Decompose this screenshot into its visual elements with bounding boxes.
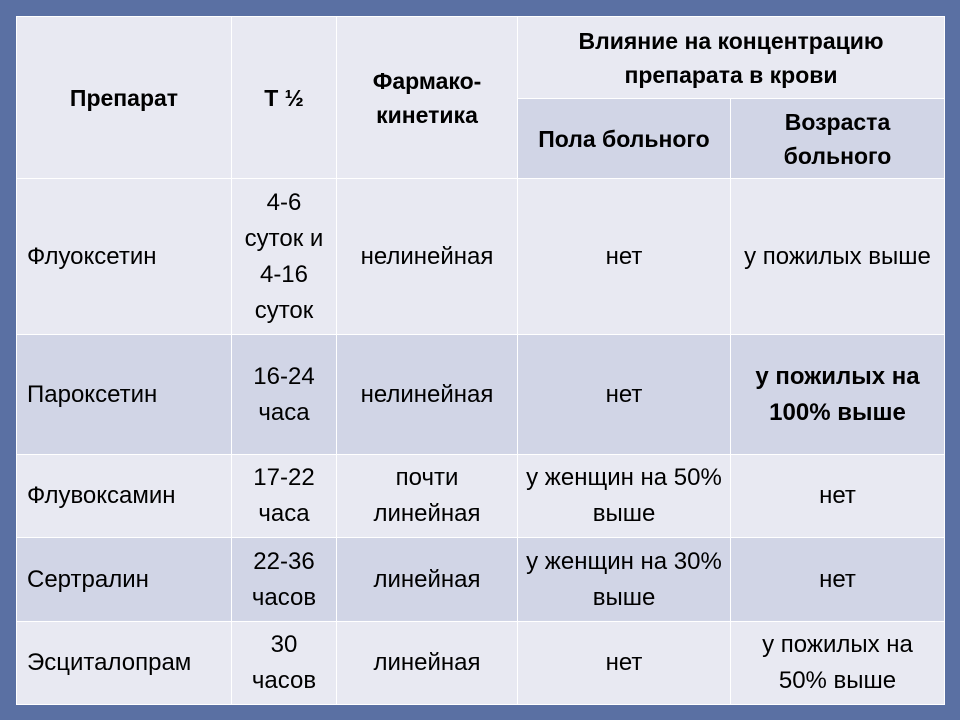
half-life: 16-24 часа [232, 335, 337, 455]
header-age: Возраста больного [731, 99, 945, 179]
age-influence: у пожилых выше [731, 179, 945, 335]
half-life: 4-6 суток и 4-16 суток [232, 179, 337, 335]
header-pharmacokinetics: Фармако-кинетика [337, 17, 518, 179]
sex-influence: нет [518, 335, 731, 455]
sex-influence: нет [518, 179, 731, 335]
sex-influence: у женщин на 30% выше [518, 538, 731, 622]
table-row [17, 179, 945, 335]
table-row [17, 622, 945, 705]
drug-name: Пароксетин [17, 335, 232, 455]
sex-influence: нет [518, 622, 731, 705]
pharmacokinetics: почти линейная [337, 455, 518, 538]
drug-name: Флуоксетин [17, 179, 232, 335]
drug-name: Эсциталопрам [17, 622, 232, 705]
half-life: 17-22 часа [232, 455, 337, 538]
age-influence: нет [731, 455, 945, 538]
pharmacokinetics: линейная [337, 538, 518, 622]
table-row [17, 455, 945, 538]
header-sex: Пола больного [518, 99, 731, 179]
pharmacokinetics: линейная [337, 622, 518, 705]
age-influence: у пожилых на 50% выше [731, 622, 945, 705]
drug-name: Флувоксамин [17, 455, 232, 538]
age-influence: нет [731, 538, 945, 622]
table-row [17, 538, 945, 622]
pharmacokinetics: нелинейная [337, 179, 518, 335]
half-life: 30 часов [232, 622, 337, 705]
slide [16, 16, 944, 704]
header-half-life: Т ½ [232, 17, 337, 179]
drug-name: Сертралин [17, 538, 232, 622]
half-life: 22-36 часов [232, 538, 337, 622]
header-influence: Влияние на концентрацию препарата в крови [518, 17, 945, 99]
drug-comparison-table [16, 16, 945, 705]
pharmacokinetics: нелинейная [337, 335, 518, 455]
age-influence: у пожилых на 100% выше [731, 335, 945, 455]
table-row [17, 335, 945, 455]
sex-influence: у женщин на 50% выше [518, 455, 731, 538]
header-drug: Препарат [17, 17, 232, 179]
